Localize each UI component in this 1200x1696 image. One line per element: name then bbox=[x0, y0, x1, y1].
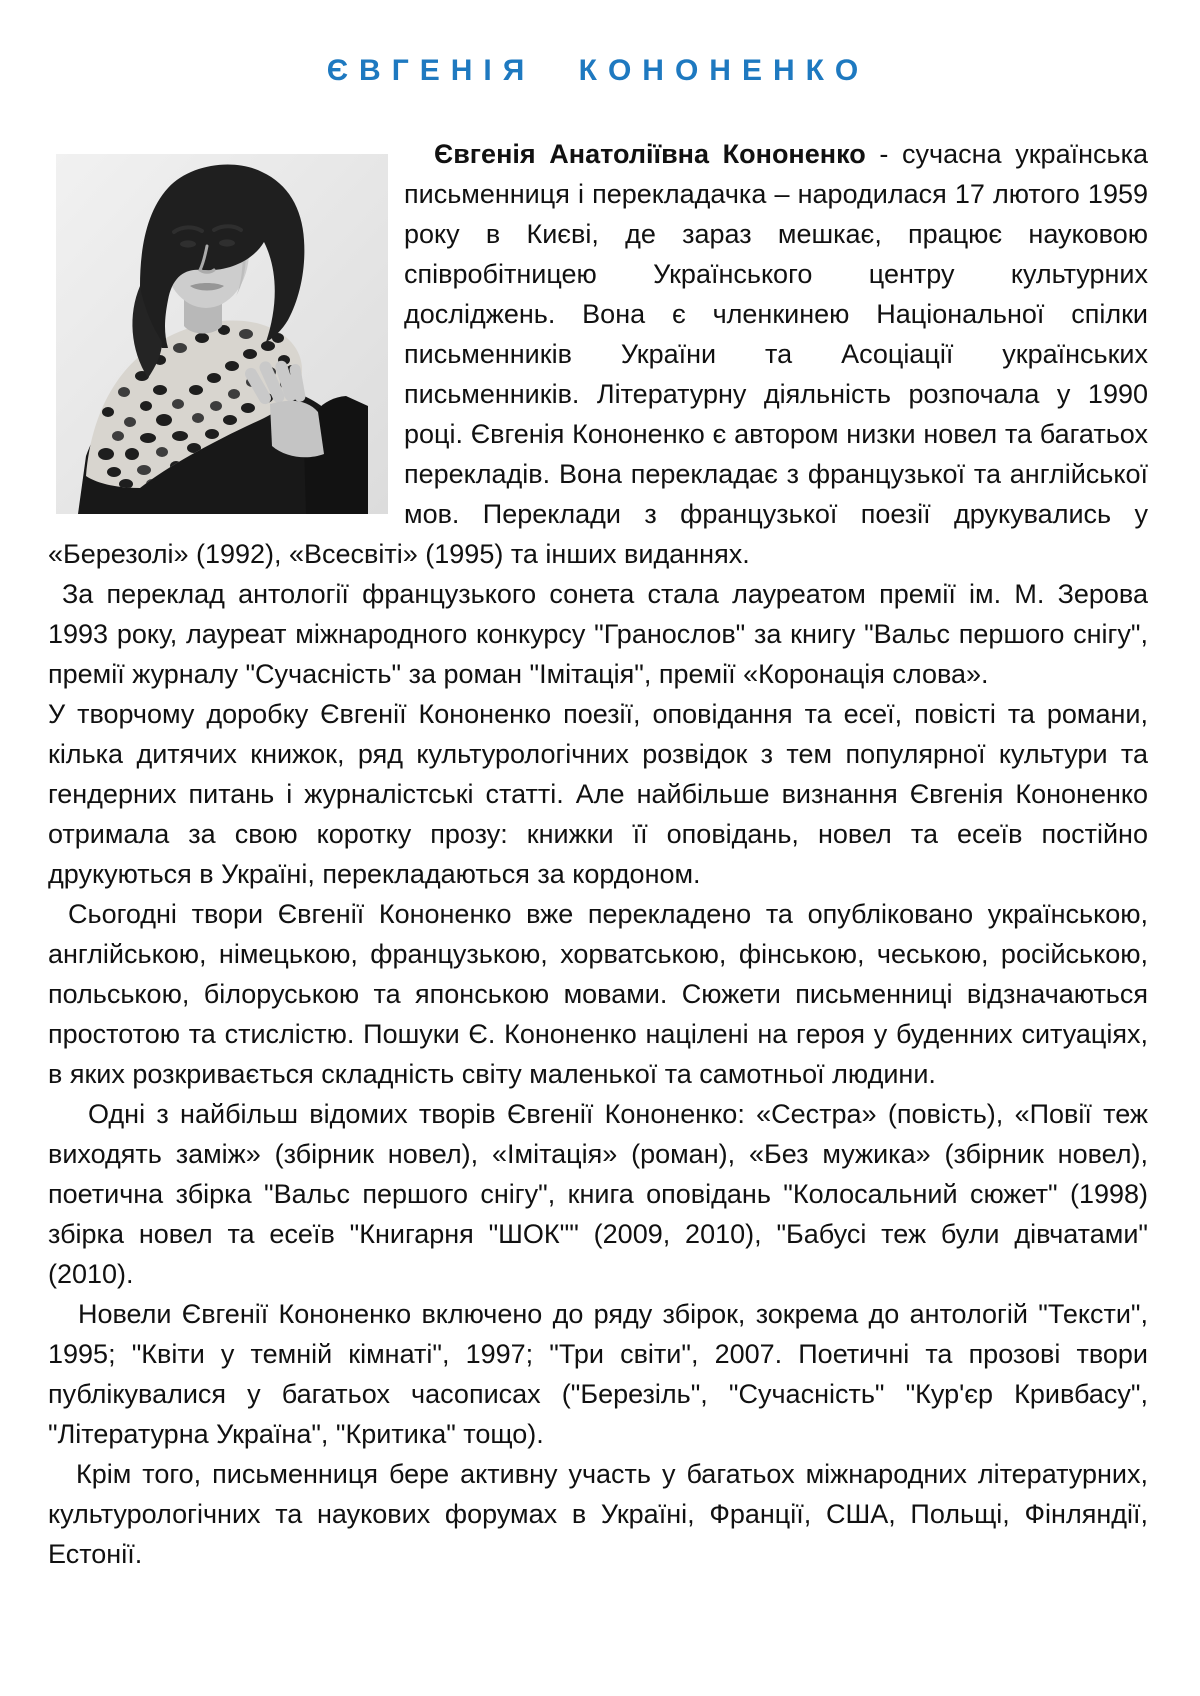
portrait-photo-illustration bbox=[56, 154, 388, 514]
page-title: ЄВГЕНІЯ КОНОНЕНКО bbox=[326, 54, 870, 87]
paragraph-creative-output: У творчому доробку Євгенії Кононенко поезії, оповідання та есеї, повісті та романи, кілька дитячих книжок, ряд культурологічних розвідок з тем популярної культури та гендерних питань і журналістські статті. Але найбільше визнання Євгенія Кононенко отримала за свою коротку прозу: книжки її оповідань, новел та есеїв постійно друкуються в Україні, перекладаються за кордоном. bbox=[48, 699, 1148, 889]
paragraph-intro-text: - сучасна українська письменниця і перекладачка – народилася 17 лютого 1959 року в Києві, де зараз мешкає, працює науковою співробітницею Українського центру культурних досліджень. Вона є членкинею Національної спілки письменників України та Асоціації українських письменників. Літературну діяльність розпочала у 1990 році. Євгенія Кононенко є автором низки новел та багатьох перекладів. Вона перекладає з французької та англійської мов. Переклади з французької поезії друкувались у «Березолі» (1992), «Всесвіті» (1995) та інших виданнях. bbox=[48, 139, 1148, 569]
paragraph-translations: Сьогодні твори Євгенії Кононенко вже перекладено та опубліковано українською, англійською, німецькою, французькою, хорватською, фінською, чеською, російською, польською, білоруською та японською мовами. Сюжети письменниці відзначаються простотою та стислістю. Пошуки Є. Кононенко націлені на героя у буденних ситуаціях, в яких розкривається складність світу маленької та самотньої людини. bbox=[48, 899, 1148, 1089]
paragraph-anthologies: Новели Євгенії Кононенко включено до ряду збірок, зокрема до антологій "Тексти", 1995; "Квіти у темній кімнаті", 1997; "Три світи", 2007. Поетичні та прозові твори публікувалися у багатьох часописах ("Березіль", "Сучасність" "Кур'єр Кривбасу", "Літературна Україна", "Критика" тощо). bbox=[48, 1299, 1148, 1449]
portrait-photo bbox=[56, 154, 388, 514]
paragraph-awards: За переклад антології французького сонета стала лауреатом премії ім. М. Зерова 1993 року, лауреат міжнародного конкурсу "Гранослов" за книгу "Вальс першого снігу", премії журналу "Сучасність" за роман "Імітація", премії «Коронація слова». bbox=[48, 579, 1148, 689]
document-text bbox=[48, 134, 1148, 1574]
author-name-bold: Євгенія Анатоліївна Кононенко bbox=[434, 139, 866, 169]
paragraph-forums: Крім того, письменниця бере активну участь у багатьох міжнародних літературних, культурологічних та наукових форумах в Україні, Франції, США, Польщі, Фінляндії, Естонії. bbox=[48, 1459, 1148, 1569]
paragraph-famous-works: Одні з найбільш відомих творів Євгенії Кононенко: «Сестра» (повість), «Повії теж виходять заміж» (збірник новел), «Імітація» (роман), «Без мужика» (збірник новел), поетична збірка "Вальс першого снігу", книга оповідань "Колосальний сюжет" (1998) збірка новел та есеїв "Книгарня "ШОК"" (2009, 2010), "Бабусі теж були дівчатами" (2010). bbox=[48, 1099, 1148, 1289]
